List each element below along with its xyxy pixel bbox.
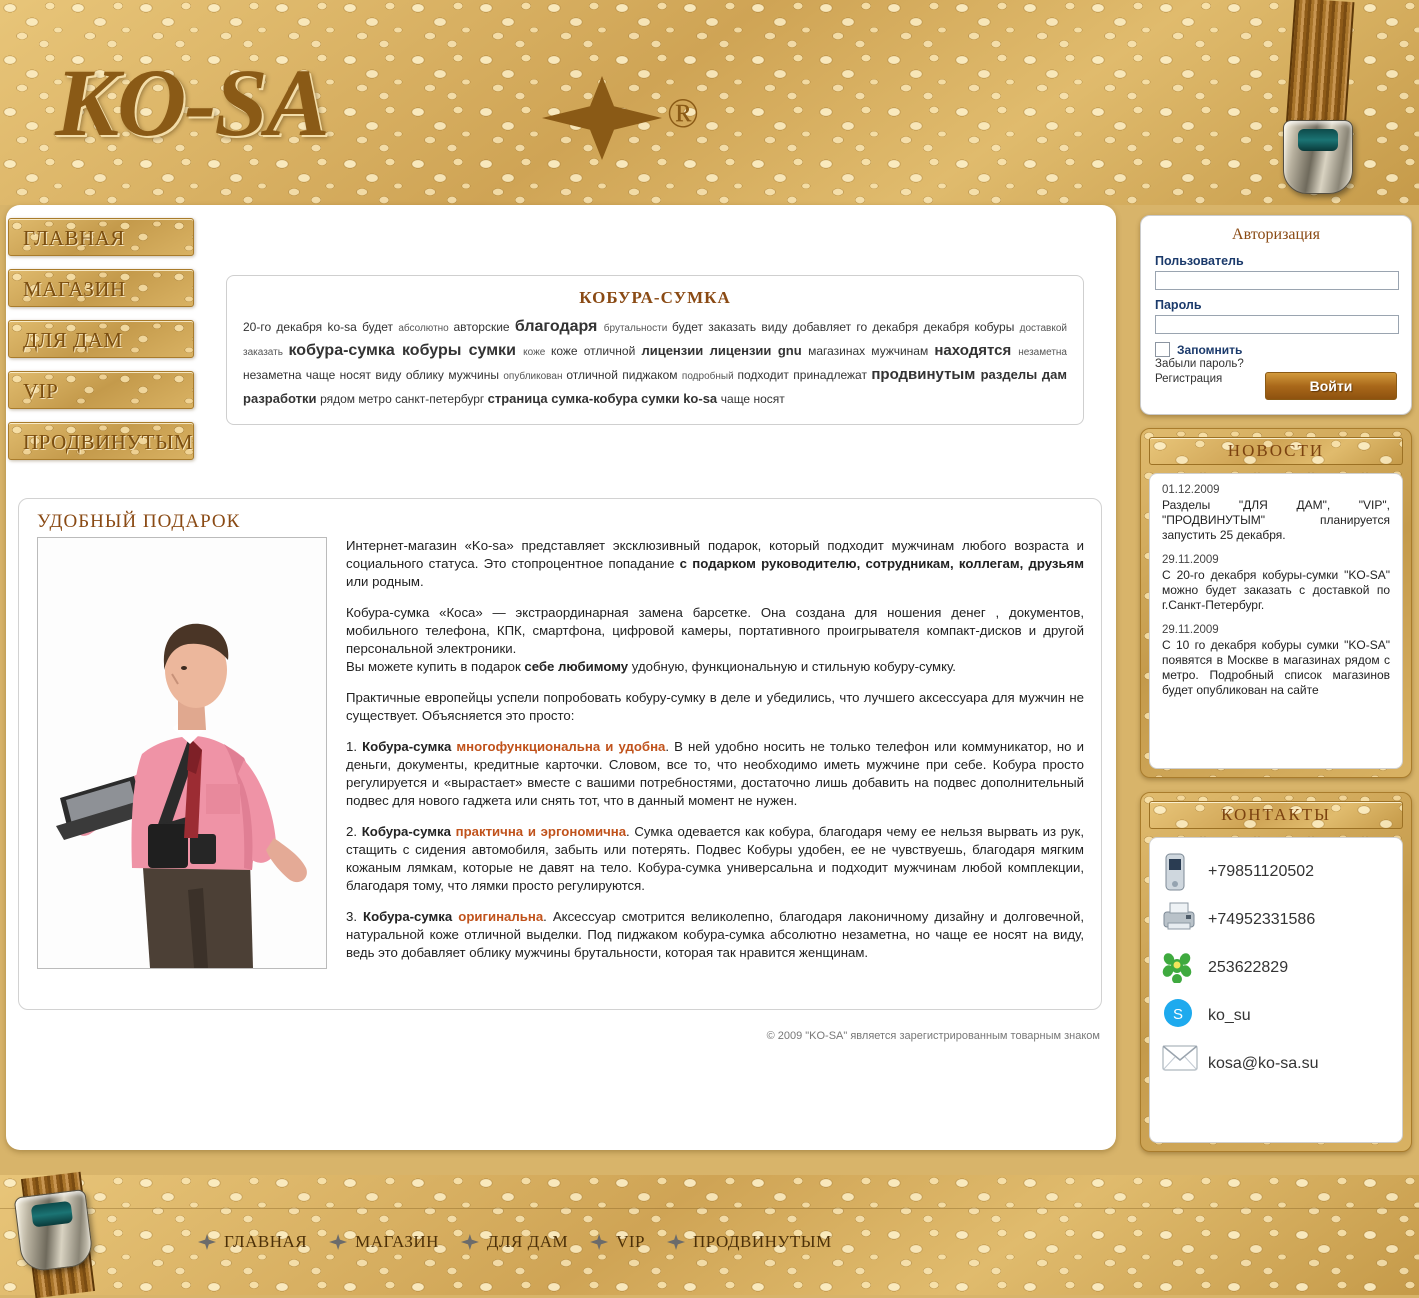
keyword-tag[interactable]: кобура-сумка кобуры сумки <box>288 342 524 359</box>
sidebar-item-label: VIP <box>23 379 59 403</box>
footer-item-label: МАГАЗИН <box>355 1232 439 1251</box>
keyword-tag[interactable]: продвинутым <box>871 366 981 383</box>
article-text: 3. <box>346 909 364 924</box>
keyword-tag[interactable]: абсолютно <box>398 323 454 334</box>
announcement-box <box>226 275 1084 425</box>
keyword-tag[interactable]: подходит принадлежат <box>737 368 872 382</box>
keyword-tag[interactable]: коже <box>523 347 551 358</box>
username-label: Пользователь <box>1155 254 1244 268</box>
keyword-tag[interactable]: отличной пиджаком <box>566 368 682 382</box>
gift-article-text <box>346 537 1084 975</box>
article-text: Кобура-сумка <box>362 739 457 754</box>
keyword-tag[interactable]: будет заказать виду добавляет го декабря декабря кобуры <box>672 320 1020 334</box>
keyword-tag[interactable]: заказать <box>243 347 289 358</box>
sidebar-item-label: ГЛАВНАЯ <box>23 226 125 250</box>
icq-icon <box>1162 949 1196 987</box>
fax-icon <box>1162 901 1196 939</box>
mobile-phone-icon <box>1162 853 1196 891</box>
gift-article-title: УДОБНЫЙ ПОДАРОК <box>37 511 241 532</box>
article-text: Кобура-сумка «Коса» — экстраординарная замена барсетке. Она создана для ношения денег , документов, мобильного телефона, КПК, смартфона, цифровой камеры, портативного проигрывателя компакт-дисков и другой персональной электроники. <box>346 605 1084 656</box>
keyword-tag[interactable]: находятся <box>934 342 1019 359</box>
contact-value: 253622829 <box>1208 959 1289 976</box>
contact-value: kosa@ko-sa.su <box>1208 1055 1319 1072</box>
article-paragraph <box>346 908 1084 962</box>
article-text: Практичные европейцы успели попробовать кобуру-сумку в деле и убедились, что лучшего аксессуара для мужчин не существует. Объясняется это просто: <box>346 690 1084 723</box>
sidebar-item-shop[interactable] <box>8 269 194 307</box>
auth-panel <box>1140 215 1412 415</box>
registered-mark-icon: ® <box>667 91 699 137</box>
news-text: С 20-го декабря кобуры-сумки "KO-SA" можно будет заказать с доставкой по г.Санкт-Петербург. <box>1162 568 1390 612</box>
article-text: Интернет-магазин «Ko-sa» представляет эксклюзивный подарок, который подходит мужчинам любого возраста и социального статуса. Это стопроцентное попадание <box>346 538 1084 571</box>
star-bullet-icon <box>329 1234 347 1250</box>
keyword-tag[interactable]: магазинах мужчинам <box>808 344 935 358</box>
news-text: Разделы "ДЛЯ ДАМ", "VIP", "ПРОДВИНУТЫМ" планируется запустить 25 декабря. <box>1162 498 1390 542</box>
sidebar-item-ladies[interactable] <box>8 320 194 358</box>
keyword-tag[interactable]: доставкой <box>1019 323 1067 334</box>
skype-icon <box>1162 997 1196 1035</box>
contact-row[interactable] <box>1162 1040 1390 1088</box>
keyword-tag[interactable]: лицензии лицензии gnu <box>641 343 809 358</box>
keyword-tag[interactable]: коже отличной <box>550 344 642 358</box>
suspender-clip-bottom-icon <box>14 1189 95 1273</box>
contacts-panel <box>1140 792 1412 1152</box>
contact-value: +74952331586 <box>1208 911 1316 928</box>
article-paragraph <box>346 823 1084 895</box>
news-panel <box>1140 428 1412 778</box>
keyword-tag[interactable]: страница сумка-кобура сумки ko-sa <box>487 391 721 406</box>
contact-row[interactable] <box>1162 896 1390 944</box>
keyword-cloud <box>243 316 1067 410</box>
sidebar-item-label: МАГАЗИН <box>23 277 126 301</box>
keyword-tag[interactable]: подробный <box>681 371 738 382</box>
gift-article <box>18 498 1102 1010</box>
article-text: Кобура-сумка <box>361 824 456 839</box>
keyword-tag[interactable]: благодаря <box>514 318 604 335</box>
article-highlight: оригинальна <box>458 909 544 924</box>
footer-item-label: ПРОДВИНУТЫМ <box>693 1232 832 1251</box>
site-header <box>0 0 1419 205</box>
password-input[interactable] <box>1155 315 1399 334</box>
copyright-notice: © 2009 "KO-SA" является зарегистрированным товарным знаком <box>766 1030 1100 1042</box>
article-paragraph <box>346 738 1084 810</box>
site-logo[interactable] <box>55 48 699 158</box>
sidebar-item-label: ДЛЯ ДАМ <box>23 328 123 352</box>
article-text: Кобура-сумка <box>363 909 459 924</box>
article-text: 1. <box>346 739 363 754</box>
article-text: . Аксессуар смотрится великолепно, благодаря лаконичному дизайну и долговечной, натуральной коже отличной выделки. Под пиджаком кобура-сумка абсолютно незаметна, но чаще ее носят на виду, ведь это добавляет облику мужчины брутальности, которая так нравится женщинам. <box>346 909 1084 960</box>
footer-navigation <box>198 1232 832 1252</box>
register-link[interactable]: Регистрация <box>1155 373 1223 385</box>
article-text: удобную, функциональную и стильную кобуру-сумку. <box>628 659 956 674</box>
article-paragraph <box>346 537 1084 591</box>
star-bullet-icon <box>590 1234 608 1250</box>
logo-text: KO-SA <box>55 49 328 156</box>
keyword-tag[interactable]: незаметна <box>1018 347 1067 358</box>
svg-text:S: S <box>1172 1006 1184 1023</box>
email-icon <box>1162 1045 1196 1083</box>
footer-item-ladies[interactable] <box>461 1232 568 1252</box>
contact-row[interactable] <box>1162 848 1390 896</box>
article-highlight: практична и эргономична <box>455 824 627 839</box>
footer-item-label: VIP <box>616 1232 646 1251</box>
sidebar-item-main[interactable] <box>8 218 194 256</box>
article-highlight: многофункциональна и удобна <box>456 739 666 754</box>
sidebar-item-vip[interactable] <box>8 371 194 409</box>
sidebar-item-label: ПРОДВИНУТЫМ <box>23 430 194 454</box>
sidebar-item-advanced[interactable] <box>8 422 194 460</box>
keyword-tag[interactable]: авторские <box>453 320 515 334</box>
footer-item-vip[interactable] <box>590 1232 645 1252</box>
suspender-clip-top-icon <box>1283 120 1353 194</box>
password-label: Пароль <box>1155 298 1202 312</box>
article-paragraph: Кобура-сумка «Коса» — экстраординарная замена барсетке. Она создана для ношения денег , документов, мобильного телефона, КПК, смартфона, цифровой камеры, портативного проигрывателя компакт-дисков и другой персональной электроники. Вы можете купить в подарок себе любимому удобную, функциональную и стильную кобуру-сумку. <box>346 605 1084 674</box>
article-text: . Сумка одевается как кобура, благодаря чему ее нельзя вырвать из рук, стащить с сидения автомобиля, забыть или потерять. Подвес Кобуры удобен, ее не чувствуешь, благодаря мягким кожаным лямкам, которые не давят на тело. Кобура-сумка универсальна и подходит мужчинам любой комплекции, благодаря тому, что лямки просто регулируются. <box>346 824 1084 893</box>
footer-item-label: ДЛЯ ДАМ <box>486 1232 569 1251</box>
footer-divider <box>0 1208 1419 1209</box>
star-bullet-icon <box>461 1234 479 1250</box>
announcement-title: КОБУРА-СУМКА <box>579 288 731 307</box>
remember-me-checkbox[interactable] <box>1155 342 1170 357</box>
remember-me-row[interactable] <box>1155 342 1397 357</box>
forgot-password-link[interactable]: Забыли пароль? <box>1155 358 1244 370</box>
keyword-tag[interactable]: опубликован <box>503 371 567 382</box>
main-navigation <box>8 218 208 473</box>
keyword-tag[interactable]: брутальности <box>603 323 672 334</box>
keyword-tag[interactable]: 20-го декабря ko-sa будет <box>243 320 399 334</box>
news-text: С 10 го декабря кобуры сумки "KO-SA" появятся в Москве в магазинах рядом с метро. Подробный список магазинов будет опубликован на сайте <box>1162 638 1390 697</box>
news-date: 01.12.2009 <box>1162 484 1220 496</box>
article-text: с подарком руководителю, сотрудникам, коллегам, друзьям <box>679 556 1084 571</box>
star-bullet-icon <box>667 1234 685 1250</box>
auth-title: Авторизация <box>1232 226 1320 243</box>
footer-item-main[interactable] <box>198 1232 307 1252</box>
news-list <box>1149 473 1403 769</box>
article-text: или родным. <box>346 574 424 589</box>
news-date: 29.11.2009 <box>1162 554 1219 566</box>
footer-item-advanced[interactable] <box>667 1232 832 1252</box>
suspender-strap-top <box>1286 0 1355 132</box>
footer-item-shop[interactable] <box>329 1232 439 1252</box>
star-bullet-icon <box>198 1234 216 1250</box>
contact-row[interactable] <box>1162 992 1390 1040</box>
news-title: НОВОСТИ <box>1149 437 1403 465</box>
contacts-list <box>1149 837 1403 1143</box>
login-button[interactable]: Войти <box>1265 372 1397 400</box>
keyword-tag[interactable]: разделы дам разработки <box>243 367 1067 406</box>
contact-value: ko_su <box>1208 1007 1251 1024</box>
footer-item-label: ГЛАВНАЯ <box>224 1232 308 1251</box>
news-date: 29.11.2009 <box>1162 624 1219 636</box>
keyword-tag[interactable]: чаще носят <box>720 392 785 406</box>
contacts-title: КОНТАКТЫ <box>1149 801 1403 829</box>
keyword-tag[interactable]: незаметна чаще носят виду облику мужчины <box>243 368 504 382</box>
product-photo <box>37 537 327 969</box>
username-input[interactable] <box>1155 271 1399 290</box>
remember-me-label: Запомнить <box>1177 342 1243 357</box>
article-text: 2. <box>346 824 362 839</box>
keyword-tag[interactable]: рядом метро санкт-петербург <box>320 392 488 406</box>
article-paragraph <box>346 689 1084 725</box>
contact-row[interactable] <box>1162 944 1390 992</box>
contact-value: +79851120502 <box>1208 863 1315 880</box>
article-text: . В ней удобно носить не только телефон или коммуникатор, но и деньги, документы, кредитные карточки. Словом, все то, что необходимо иметь мужчине при себе. Кобура просто регулируется и «вырастает» вместе с вашими потребностями, достаточно лишь добавить на подвес дополнительный подвес для нового гаджета или снять тот, что в данный момент не нужен. <box>346 739 1084 808</box>
article-text: себе любимому <box>524 659 629 674</box>
